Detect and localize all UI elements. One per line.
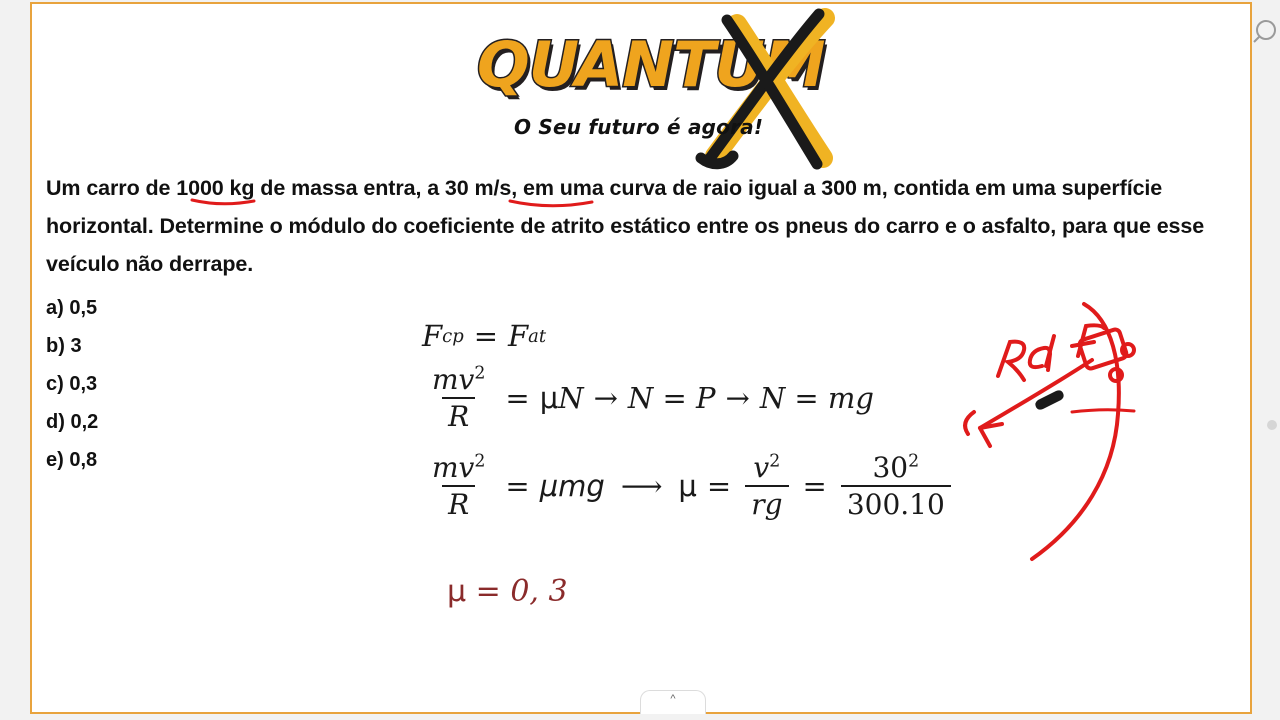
num-exponent: 2 <box>769 451 781 472</box>
eq1-lhs-sub: cp <box>442 325 464 347</box>
fraction-denominator: 300.10 <box>841 485 951 521</box>
list-item[interactable] <box>46 327 98 365</box>
answer-equals: = <box>475 574 501 609</box>
fraction-denominator: R <box>442 485 475 521</box>
fraction-numerator <box>426 363 491 397</box>
equation-line-2 <box>422 363 955 433</box>
fraction-numerator <box>747 451 786 485</box>
logo-wordmark: QUANTUM <box>477 28 825 101</box>
list-item[interactable] <box>46 441 98 479</box>
option-value: 3 <box>70 335 82 357</box>
num-text: mv <box>432 363 475 396</box>
eq1-lhs: F <box>422 319 443 353</box>
num-text: 30 <box>872 451 909 484</box>
slide-page <box>30 2 1252 714</box>
num-exponent: 2 <box>474 363 486 384</box>
question-statement: Um carro de 1000 kg de massa entra, a 30 m/s, em uma curva de raio igual a 300 m, contida em uma superfície horizontal. Determine o módulo do coeficiente de atrito estático entre os pneus do carro e o asfalto, para que esse veículo não derrape. <box>46 176 1205 276</box>
mu-symbol: μ <box>539 381 559 415</box>
num-exponent: 2 <box>474 451 486 472</box>
equation-line-1 <box>422 319 955 353</box>
eq1-equals: = <box>473 319 499 353</box>
fraction-numerator <box>866 451 925 485</box>
list-item[interactable] <box>46 403 98 441</box>
eq3-equals-2: = <box>706 469 732 503</box>
eq3-equals-3: = <box>802 469 827 503</box>
fraction-v2-over-rg <box>745 451 788 521</box>
fraction-numerator <box>426 451 491 485</box>
eq2-step1: N = P <box>627 381 716 415</box>
option-value: 0,5 <box>69 297 98 319</box>
eq2-N: N <box>558 381 584 415</box>
eq2-equals: = <box>505 381 530 415</box>
long-arrow-icon: ⟶ <box>620 469 663 503</box>
equation-line-3 <box>422 451 955 521</box>
answer-options <box>46 289 98 479</box>
mu-symbol: μ <box>678 469 697 503</box>
num-text: v <box>753 451 770 484</box>
mu-symbol: μ <box>447 574 467 609</box>
option-key: d) <box>46 411 65 433</box>
eq1-rhs: F <box>508 319 529 353</box>
final-answer <box>447 574 568 609</box>
option-value: 0,2 <box>70 411 99 433</box>
fraction-denominator: rg <box>745 485 788 521</box>
scrollbar-dot[interactable] <box>1267 420 1277 430</box>
logo-x-icon <box>675 6 865 176</box>
num-exponent: 2 <box>908 451 920 472</box>
fraction-30sq-over-30010 <box>841 451 951 521</box>
option-key: a) <box>46 297 64 319</box>
num-text: mv <box>432 451 475 484</box>
arrow-icon: → <box>725 381 750 415</box>
eq3-equals: = <box>505 469 530 503</box>
eq2-step2: N = mg <box>759 381 874 415</box>
solution-math <box>422 319 955 539</box>
option-key: e) <box>46 449 64 471</box>
option-value: 0,8 <box>69 449 98 471</box>
option-key: c) <box>46 373 64 395</box>
list-item[interactable] <box>46 289 98 327</box>
eq1-rhs-sub: at <box>528 325 547 347</box>
eq3-mumg: μmg <box>539 469 605 503</box>
option-value: 0,3 <box>69 373 98 395</box>
bottom-collapse-chip[interactable]: ^ <box>640 690 706 714</box>
arrow-icon: → <box>593 381 618 415</box>
list-item[interactable] <box>46 365 98 403</box>
logo <box>447 10 867 165</box>
answer-value: 0, 3 <box>510 574 568 609</box>
option-key: b) <box>46 335 65 357</box>
fraction-mv2-over-R <box>426 363 491 433</box>
logo-tagline: O Seu futuro é agora! <box>514 115 764 139</box>
fraction-mv2-over-R-2 <box>426 451 491 521</box>
fraction-denominator: R <box>442 397 475 433</box>
